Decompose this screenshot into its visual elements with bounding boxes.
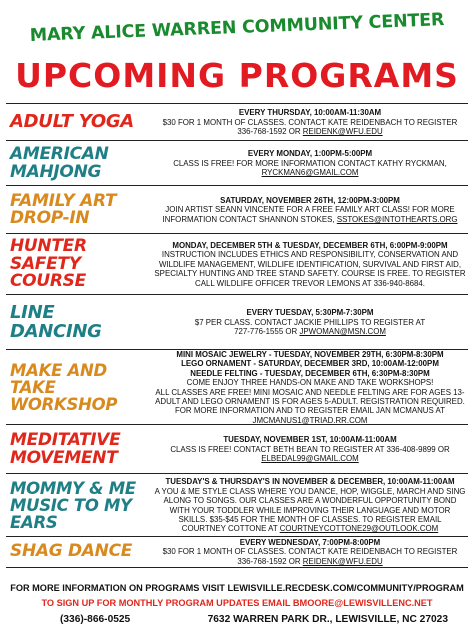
detail-text: ADULT AND LEGO ORNAMENT IS FOR AGES 5-ADULT. REGISTRATION REQUIRED.: [155, 396, 465, 406]
program-detail-line: [178, 515, 441, 524]
detail-text: WITH YOUR TODDLER WHILE IMPROVING THEIR LANGUAGE AND MOTOR: [169, 505, 451, 515]
program-detail-line: [164, 496, 457, 505]
program-detail-line: [159, 260, 461, 269]
program-details: [152, 537, 468, 567]
detail-text: SATURDAY, NOVEMBER 26TH, 12:00PM-3:00PM: [220, 195, 400, 205]
program-detail-line: [182, 524, 438, 533]
program-detail-line: [187, 378, 434, 387]
detail-text: $7 PER CLASS. CONTACT JACKIE PHILLIPS TO REGISTER AT: [194, 317, 426, 327]
detail-text: SPECIALTY HUNTING AND TREE STAND SAFETY. COURSE IS FREE. TO REGISTER: [154, 269, 466, 279]
program-detail-line: [262, 168, 359, 177]
detail-text: MINI MOSAIC JEWELRY - TUESDAY, NOVEMBER 29TH, 6:30PM-8:30PM: [176, 349, 444, 359]
program-schedule: [239, 108, 381, 117]
program-details: [152, 474, 468, 537]
footer-signup-line: TO SIGN UP FOR MONTHLY PROGRAM UPDATES EMAIL BMOORE@LEWISVILLENC.NET: [41, 598, 433, 608]
program-schedule: [240, 538, 380, 547]
program-detail-line: [261, 454, 358, 463]
contact-email-link[interactable]: REIDENK@WFU.EDU: [302, 556, 383, 566]
detail-text: NEEDLE FELTING - TUESDAY, DECEMBER 6TH, 6:30PM-8:30PM: [190, 368, 430, 378]
detail-text: $30 FOR 1 MONTH OF CLASSES. CONTACT KATE REIDENBACH TO REGISTER: [162, 117, 458, 127]
program-name: MAKE AND TAKE WORKSHOP: [10, 361, 118, 414]
detail-text: INSTRUCTION INCLUDES ETHICS AND RESPONSIBILITY, CONSERVATION AND: [161, 250, 459, 260]
program-schedule: [165, 477, 454, 486]
program-detail-line: [155, 397, 465, 406]
program-name: MEDITATIVE MOVEMENT: [10, 430, 121, 468]
contact-email-link[interactable]: JPWOMAN@MSN.COM: [299, 327, 386, 337]
footer-address: 7632 WARREN PARK DR., LEWISVILLE, NC 27023: [207, 614, 448, 625]
center-name-title: MARY ALICE WARREN COMMUNITY CENTER: [29, 10, 445, 46]
program-name: SHAG DANCE: [10, 541, 133, 562]
program-details: [152, 234, 468, 295]
program-detail-line: [173, 159, 447, 168]
program-detail-line: [163, 547, 458, 556]
detail-text: 336-768-1592 OR: [237, 127, 303, 137]
program-row: [6, 233, 468, 295]
detail-text: TUESDAY, NOVEMBER 1ST, 10:00AM-11:00AM: [223, 435, 397, 445]
program-row: [6, 473, 468, 537]
detail-text: LEGO ORNAMENT - SATURDAY, DECEMBER 3RD, 10:00AM-12:00PM: [181, 359, 439, 369]
detail-text: FOR MORE INFORMATION AND TO REGISTER EMAIL JAN MCMANUS AT: [174, 406, 446, 416]
detail-text: ALONG TO SONGS. OUR CLASSES ARE A WONDERFUL OPPORTUNITY BOND: [163, 496, 457, 506]
detail-text: CALL WILDLIFE OFFICER TREVOR LEMONS AT 336-940-8684.: [195, 278, 425, 288]
detail-text: $30 FOR 1 MONTH OF CLASSES. CONTACT KATE REIDENBACH TO REGISTER: [162, 547, 458, 557]
contact-email-link[interactable]: JMCMANUS1@TRIAD.RR.COM: [252, 415, 368, 425]
detail-text: CLASS IS FREE! FOR MORE INFORMATION CONTACT KATHY RYCKMAN,: [173, 158, 447, 168]
detail-text: COURTNEY COTTONE AT: [181, 524, 280, 534]
detail-text: 727-776-1555 OR: [234, 327, 300, 337]
program-row: [6, 294, 468, 350]
program-row: [6, 140, 468, 186]
program-detail-line: [163, 118, 458, 127]
detail-text: TUESDAY'S & THURSDAY'S IN NOVEMBER & DECEMBER, 10:00AM-11:00AM: [165, 477, 455, 487]
detail-text: 336-768-1592 OR: [237, 556, 303, 566]
program-detail-line: [175, 406, 445, 415]
program-name: ADULT YOGA: [10, 111, 134, 133]
program-details: [152, 350, 468, 425]
program-details: [152, 141, 468, 186]
program-detail-line: [162, 215, 457, 224]
program-detail-line: [170, 506, 451, 515]
detail-text: CLASS IS FREE! CONTACT BETH BEAN TO REGISTER AT 336-408-9899 OR: [170, 444, 450, 454]
detail-text: ALL CLASSES ARE FREE! MINI MOSAIC AND NEEDLE FELTING ARE FOR AGES 13-: [155, 387, 465, 397]
program-detail-line: [195, 279, 425, 288]
program-schedule: [181, 359, 439, 368]
program-schedule: [190, 369, 429, 378]
contact-email-link[interactable]: SSTOKES@INTOTHEARTS.ORG: [336, 214, 458, 224]
program-detail-line: [155, 487, 466, 496]
program-detail-line: [162, 250, 458, 259]
program-row: [6, 349, 468, 425]
detail-text: EVERY WEDNESDAY, 7:00PM-8:00PM: [239, 537, 381, 547]
contact-email-link[interactable]: REIDENK@WFU.EDU: [302, 127, 383, 137]
program-name: AMERICAN MAHJONG: [10, 144, 109, 182]
program-detail-line: [170, 445, 449, 454]
program-name: LINE DANCING: [10, 302, 102, 342]
program-schedule: [223, 435, 396, 444]
detail-text: MONDAY, DECEMBER 5TH & TUESDAY, DECEMBER 6TH, 6:00PM-9:00PM: [172, 240, 448, 250]
contact-email-link[interactable]: RYCKMAN6@GMAIL.COM: [261, 168, 359, 178]
program-details: [152, 295, 468, 350]
detail-text: WILDLIFE MANAGEMENT, WILDLIFE IDENTIFICATION, SURVIVAL AND FIRST AID,: [158, 259, 462, 269]
program-detail-line: [165, 205, 454, 214]
program-name: FAMILY ART DROP-IN: [10, 190, 117, 228]
program-details: [152, 186, 468, 234]
program-schedule: [248, 149, 372, 158]
contact-email-link[interactable]: COURTNEYCOTTONE29@OUTLOOK.COM: [279, 524, 439, 534]
footer-info-line: FOR MORE INFORMATION ON PROGRAMS VISIT LEWISVILLE.RECDESK.COM/COMMUNITY/PROGRAM: [10, 583, 464, 593]
program-name: HUNTER SAFETY COURSE: [10, 236, 87, 292]
program-detail-line: [237, 557, 382, 566]
program-details: [152, 425, 468, 474]
detail-text: EVERY THURSDAY, 10:00AM-11:30AM: [238, 108, 382, 118]
program-name: MOMMY & ME MUSIC TO MY EARS: [10, 479, 136, 532]
program-row: [6, 103, 468, 141]
contact-email-link[interactable]: ELBEDAL99@GMAIL.COM: [261, 454, 359, 464]
program-detail-line: [155, 388, 464, 397]
program-detail-line: [154, 269, 465, 278]
program-row: [6, 536, 468, 568]
detail-text: INFORMATION CONTACT SHANNON STOKES,: [162, 214, 337, 224]
program-details: [152, 104, 468, 141]
program-row: [6, 424, 468, 474]
detail-text: EVERY MONDAY, 1:00PM-5:00PM: [247, 149, 373, 159]
program-schedule: [172, 241, 447, 250]
program-detail-line: [237, 127, 382, 136]
program-schedule: [176, 350, 443, 359]
detail-text: A YOU & ME STYLE CLASS WHERE YOU DANCE, HOP, WIGGLE, MARCH AND SING: [154, 486, 466, 496]
program-row: [6, 185, 468, 234]
detail-text: SKILLS. $35-$45 FOR THE MONTH OF CLASSES. TO REGISTER EMAIL: [178, 514, 442, 524]
detail-text: JOIN ARTIST SEANN VINCENTE FOR A FREE FAMILY ART CLASS! FOR MORE: [165, 205, 455, 215]
footer-phone: (336)-866-0525: [60, 614, 131, 625]
program-detail-line: [234, 327, 386, 336]
program-schedule: [247, 308, 374, 317]
detail-text: COME ENJOY THREE HANDS-ON MAKE AND TAKE WORKSHOPS!: [186, 378, 434, 388]
program-detail-line: [195, 318, 425, 327]
detail-text: EVERY TUESDAY, 5:30PM-7:30PM: [246, 308, 374, 318]
upcoming-programs-heading: UPCOMING PROGRAMS: [15, 56, 459, 95]
program-schedule: [220, 196, 400, 205]
